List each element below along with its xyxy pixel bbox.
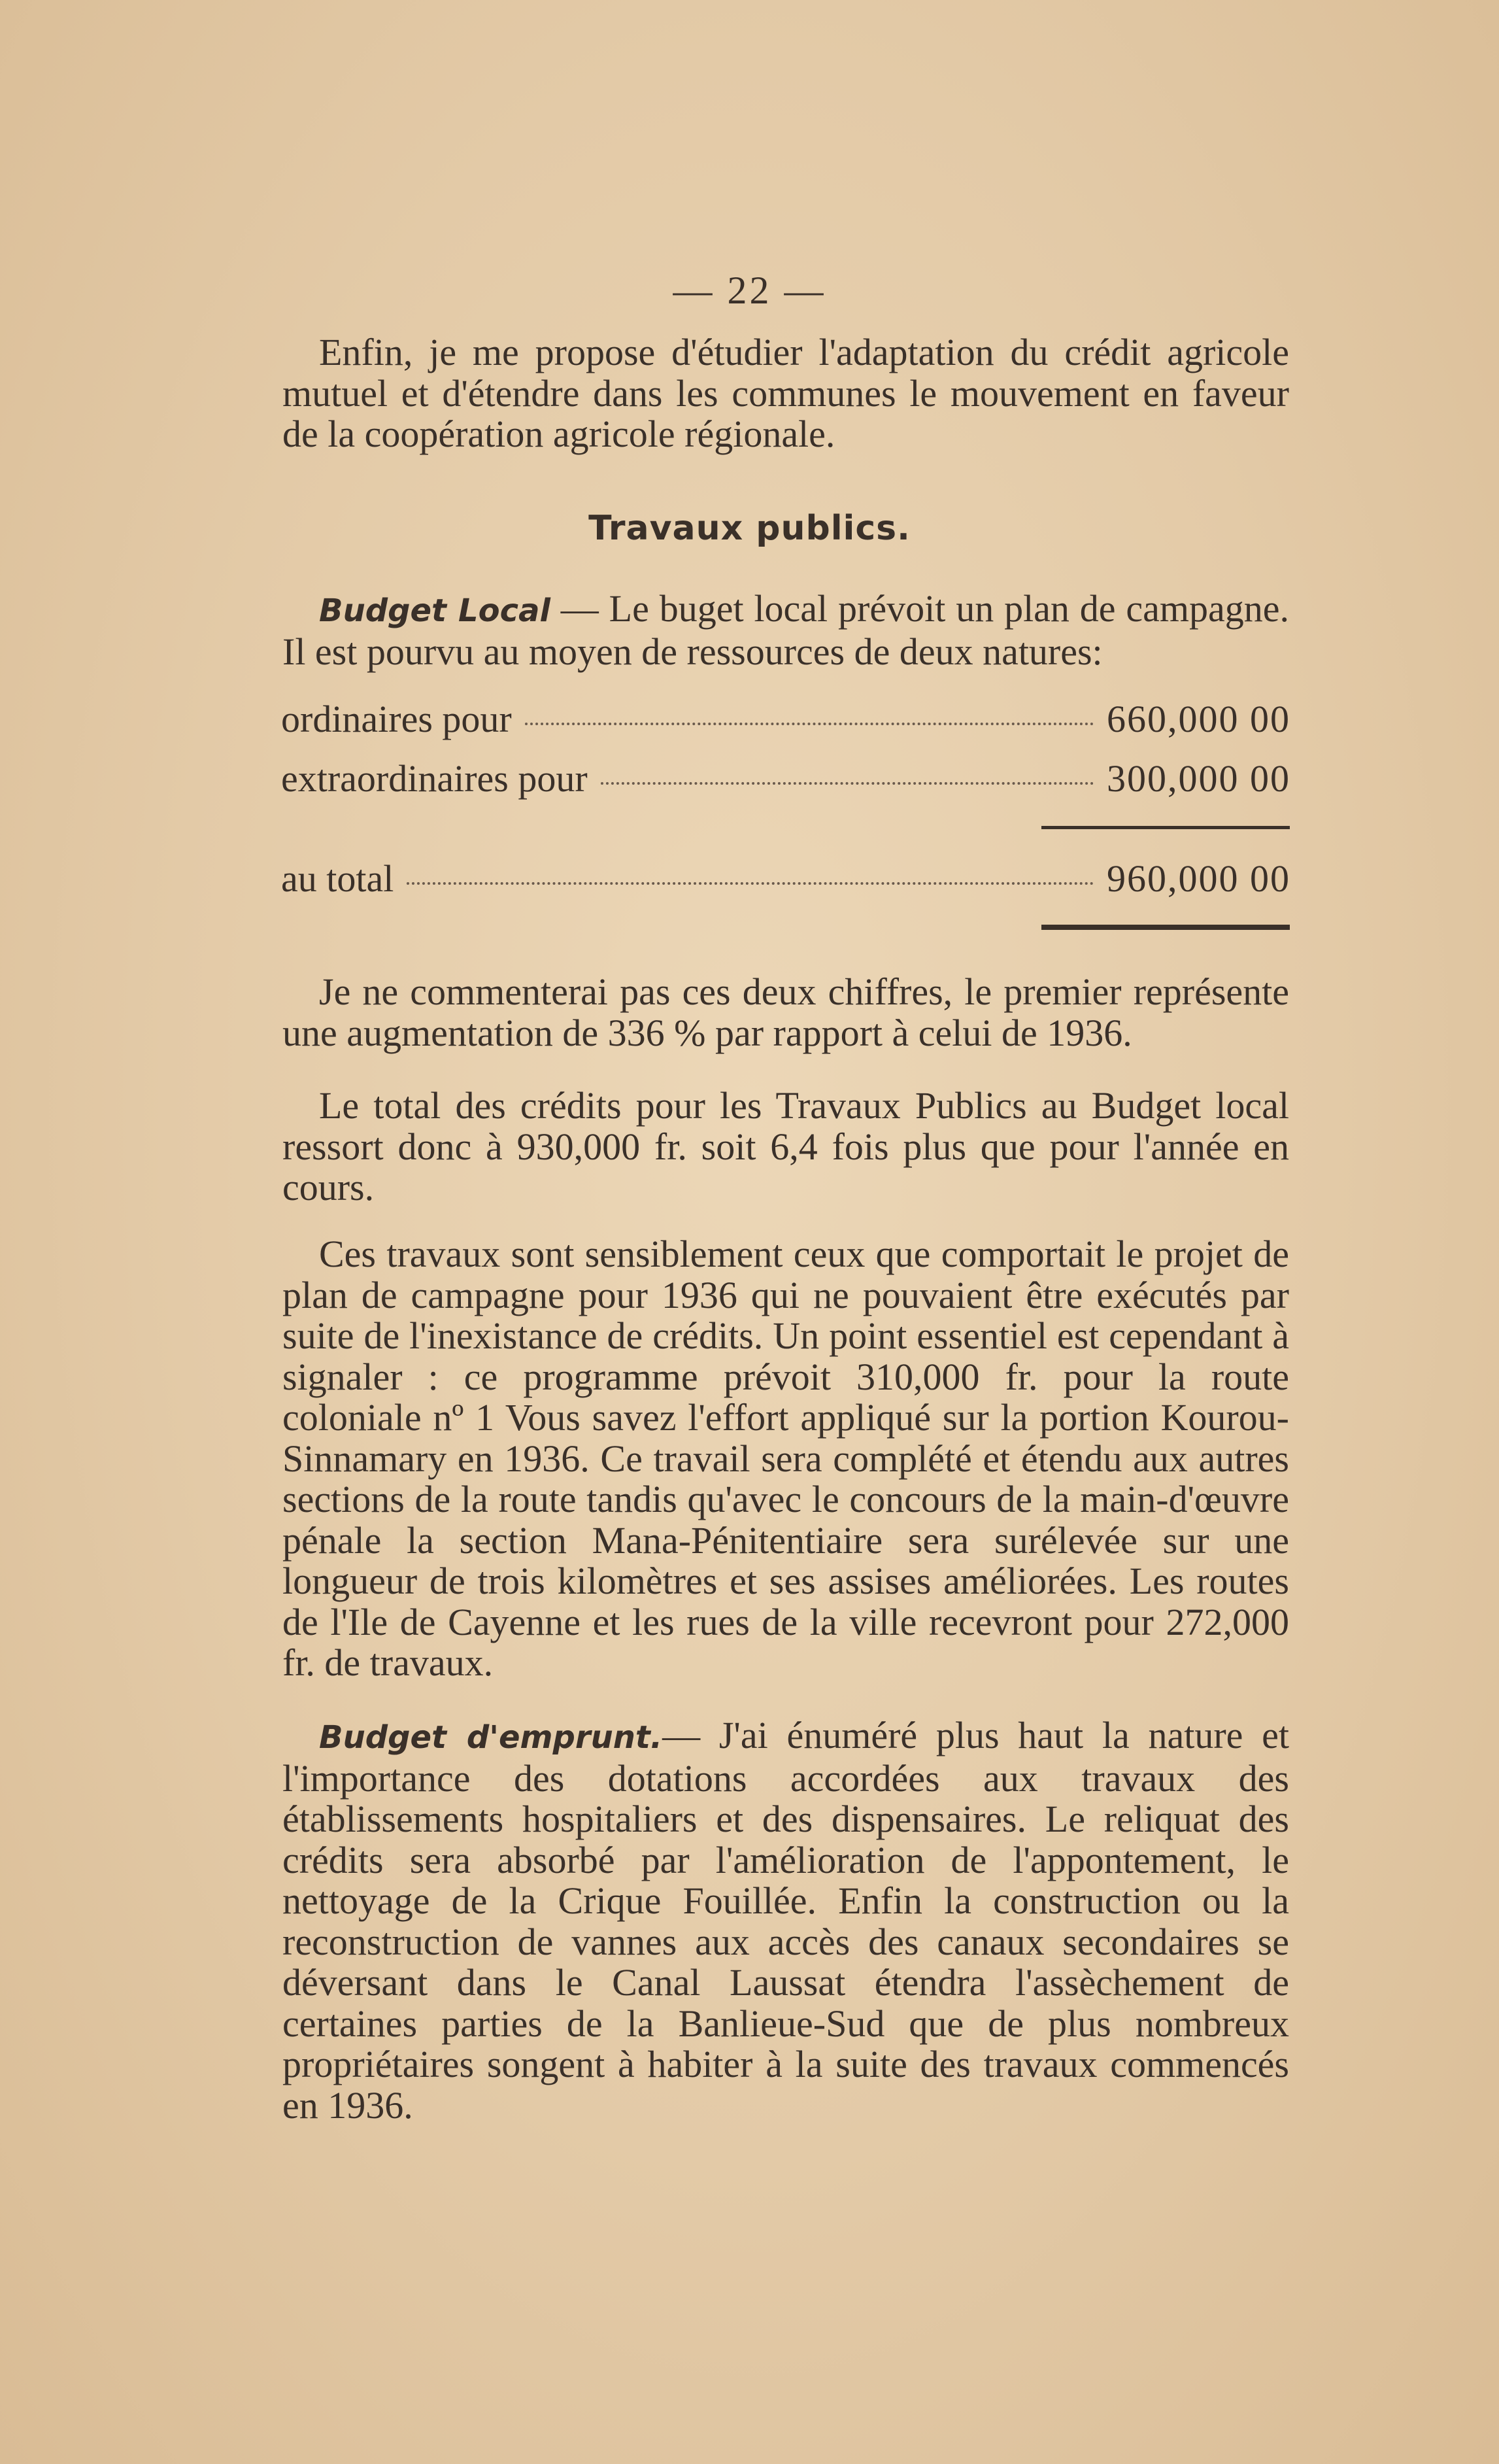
budget-line-amount: 300,000 00 [1107,757,1290,800]
leader-dots [525,723,1094,725]
budget-line-amount: 660,000 00 [1107,698,1290,740]
paragraph-2: Le total des crédits pour les Travaux Publics au Budget local ressort donc à 930,000 fr. soit 6,4 fois plus que pour l'année en cours. [282,1084,1289,1208]
budget-emprunt-text: — J'ai énuméré plus haut la nature et l'importance des dotations accordées aux travaux des établissements hospitaliers et des dispensaires. Le reliquat des crédits sera absorbé par l'amélioration de l'appontement, le nettoyage de la Crique Fouillée. Enfin la construction ou la reconstruction de vannes aux accès des canaux secondaires se déversant dans le Canal Laussat étendra l'assèchement de certaines parties de la Banlieue-Sud que de plus nombreux propriétaires songent à habiter à la suite des travaux commencés en 1936. [282,1714,1289,2127]
commentary-block-1 [282,972,1289,1053]
page-number: — 22 — [673,269,826,312]
budget-line-extraordinaires [281,757,1290,800]
budget-emprunt-paragraph [282,1715,1289,2126]
sum-rule [1041,826,1290,829]
leader-dots [407,882,1094,885]
budget-local-text: — Le buget local prévoit un plan de campagne. Il est pourvu au moyen de ressources de deux natures: [282,587,1290,673]
budget-line-ordinaires [281,697,1290,740]
commentary-block-3 [282,1234,1289,1684]
intro-block [282,332,1289,455]
total-amount: 960,000 00 [1107,857,1290,900]
paragraph-3: Ces travaux sont sensiblement ceux que comportait le projet de plan de campagne pour 1936 qui ne pouvaient être exécutés par suite de l'inexistance de crédits. Un point essentiel est cependant à signaler : ce programme prévoit 310,000 fr. pour la route coloniale nº 1 Vous savez l'effort appliqué sur la portion Kourou-Sinnamary en 1936. Ce travail sera complété et étendu aux autres sections de la route tandis qu'avec le concours de la main-d'œuvre pénale la section Mana-Pénitentiaire sera surélevée sur une longueur de trois kilomètres et ses assises améliorées. Les routes de l'Ile de Cayenne et les rues de la ville recevront pour 272,000 fr. de travaux. [282,1233,1289,1684]
budget-line-label: extraordinaires pour [281,757,588,800]
budget-total-line [281,857,1290,900]
budget-local-block [282,589,1289,672]
budget-local-paragraph [282,589,1289,672]
leader-dots [601,782,1094,785]
budget-emprunt-block [282,1715,1289,2126]
section-heading: Travaux publics. [588,509,911,548]
total-double-rule [1041,925,1290,930]
total-label: au total [281,857,394,900]
intro-paragraph: Enfin, je me propose d'étudier l'adaptation du crédit agricole mutuel et d'étendre dans les communes le mouvement en faveur de la coopération agricole régionale. [282,331,1289,455]
budget-emprunt-lead: Budget d'emprunt. [319,1719,663,1756]
budget-line-label: ordinaires pour [281,698,512,740]
budget-local-lead: Budget Local [319,592,550,629]
commentary-block-2 [282,1086,1289,1208]
paragraph-1: Je ne commenterai pas ces deux chiffres, le premier représente une augmentation de 336 % par rapport à celui de 1936. [282,970,1289,1054]
